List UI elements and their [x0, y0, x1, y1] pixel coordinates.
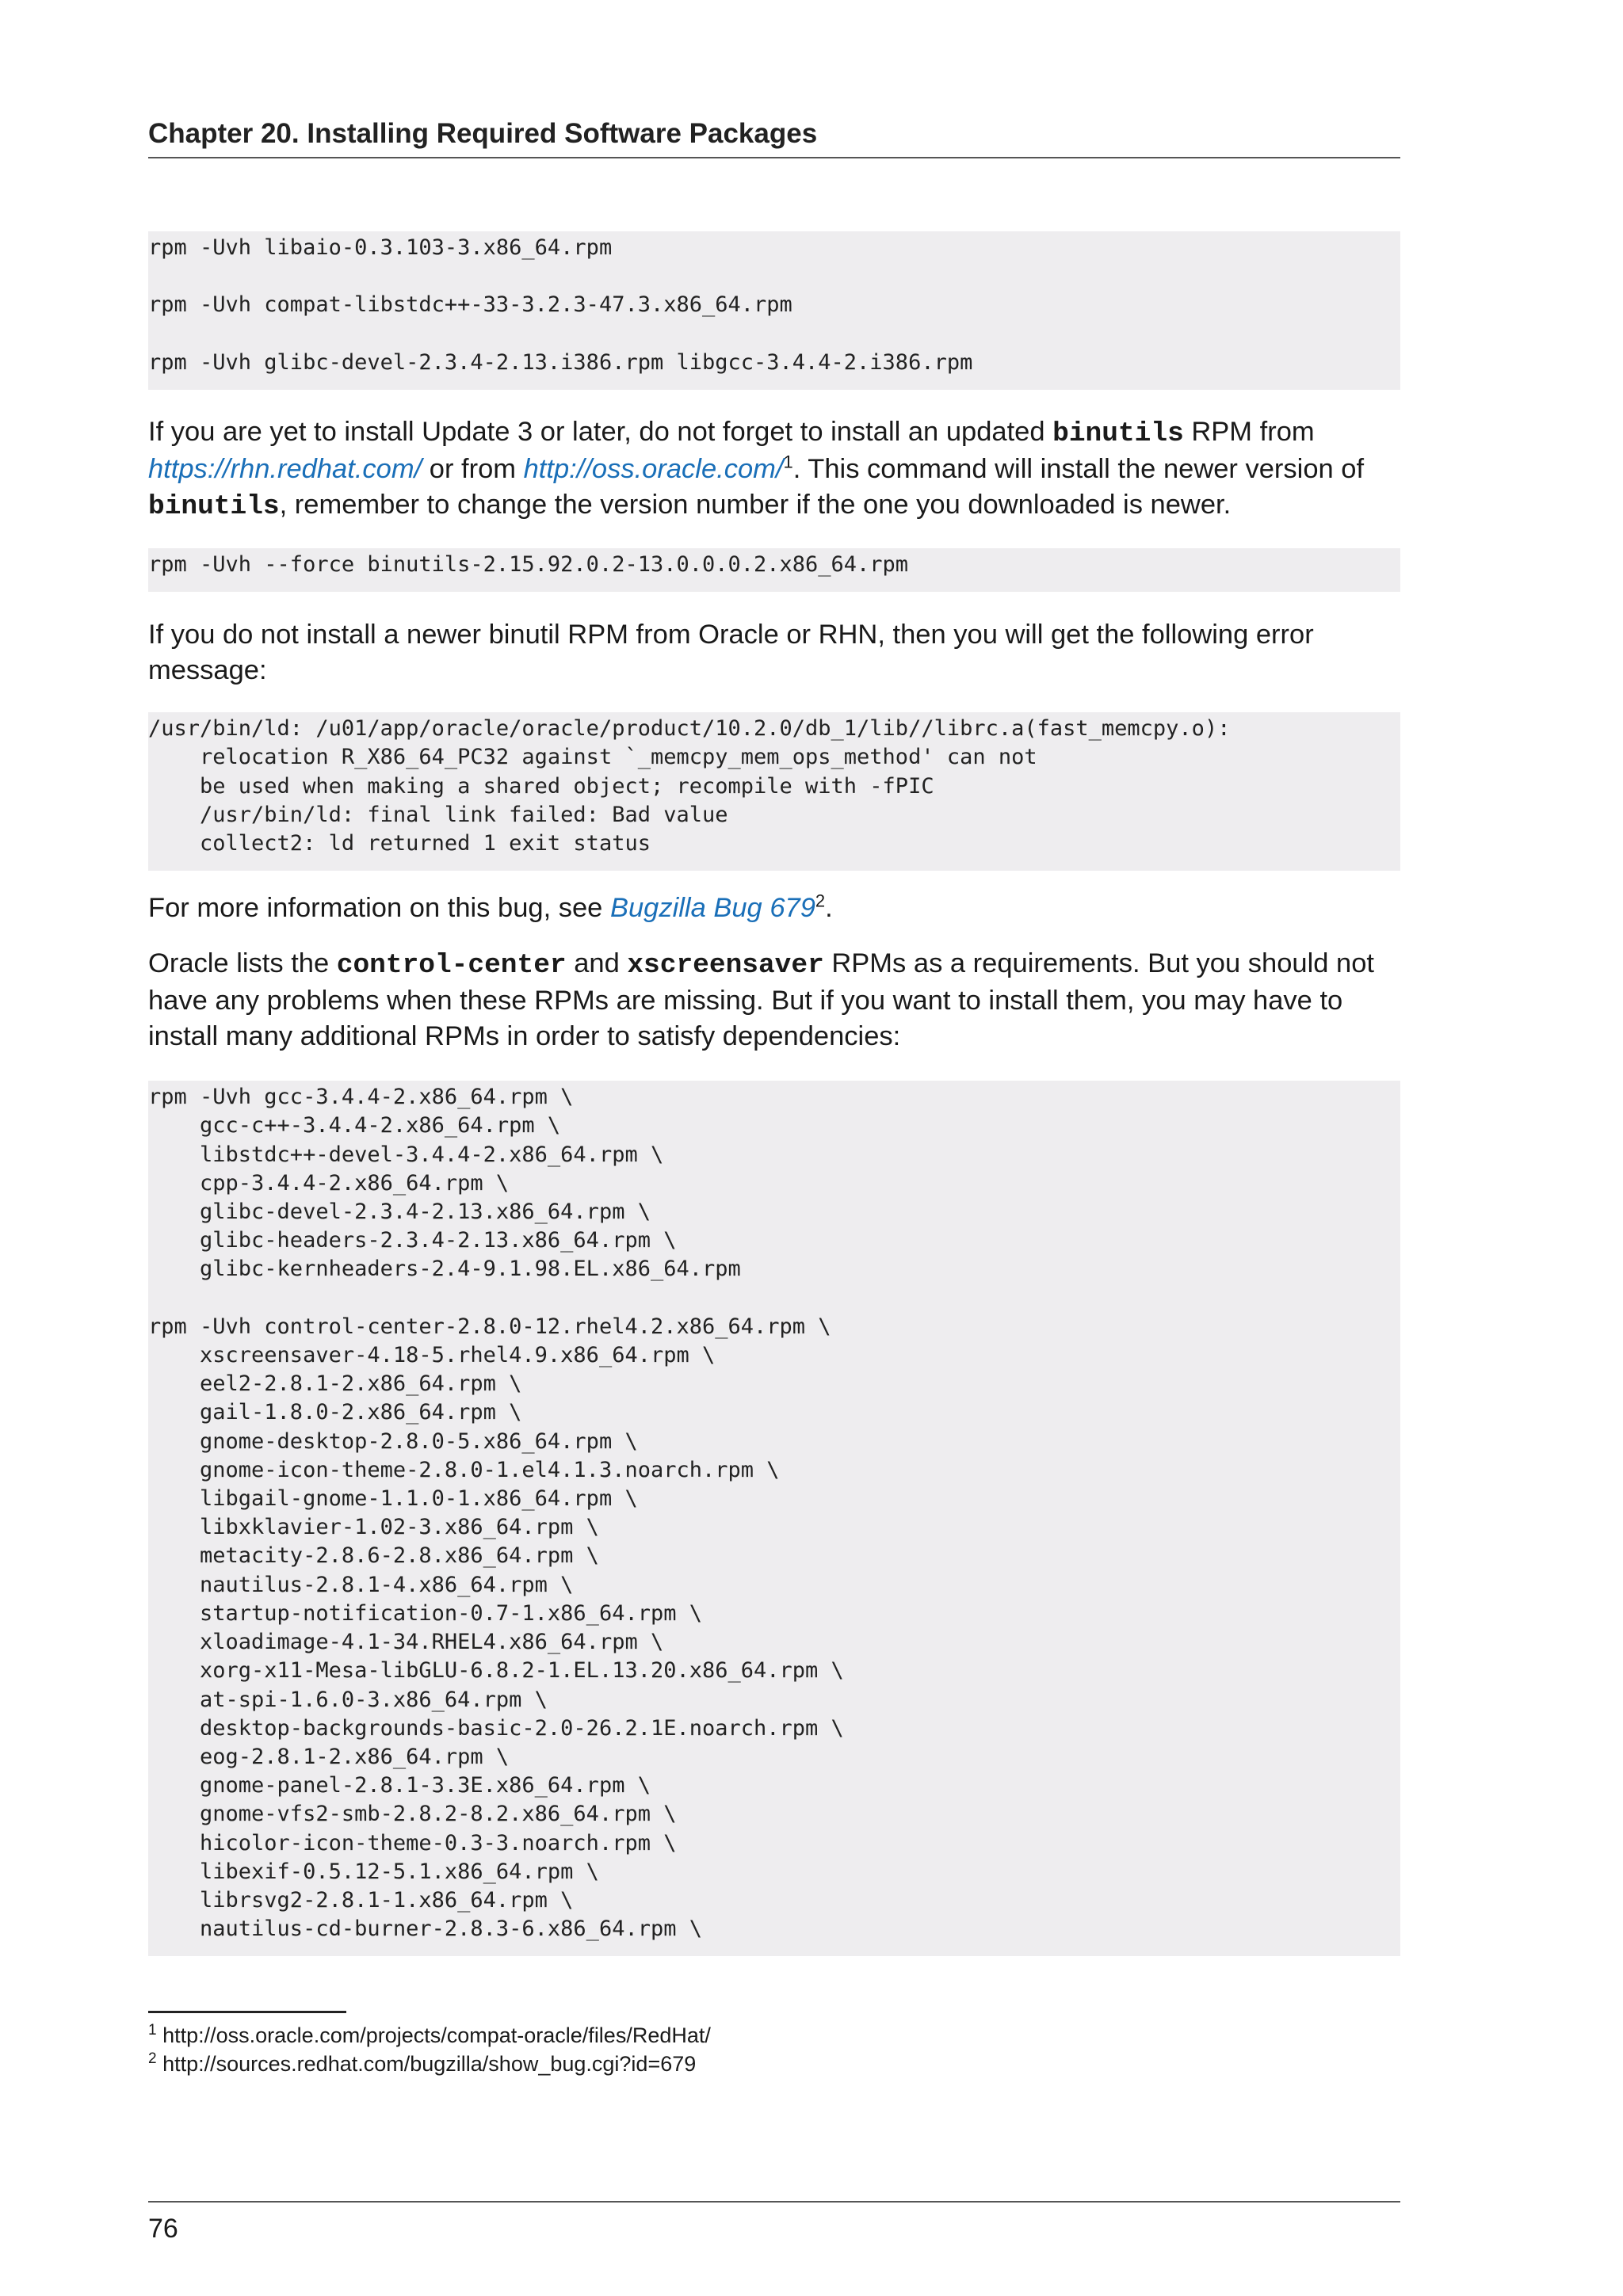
text-segment: If you are yet to install Update 3 or later, do not forget to install an updated: [148, 417, 1053, 448]
footnote-divider: [148, 2011, 346, 2013]
command-control-center: control-center: [336, 950, 567, 982]
text-segment: RPM from: [1183, 417, 1315, 448]
page-footer: [148, 2201, 1400, 2245]
footnote-number: 1: [148, 2022, 157, 2039]
link-oss-oracle[interactable]: http://oss.oracle.com/: [523, 454, 784, 485]
footnotes: [148, 2011, 1400, 2078]
paragraph-error-intro: If you do not install a newer binutil RPM from Oracle or RHN, then you will get the following error message:: [148, 620, 1314, 686]
page-content: [148, 231, 1400, 1956]
page-number: 76: [148, 2214, 178, 2244]
paragraph-binutils: [148, 414, 1400, 524]
text-segment: Oracle lists the: [148, 948, 337, 979]
page-header: [148, 116, 1400, 158]
code-block-dependencies: rpm -Uvh gcc-3.4.4-2.x86_64.rpm \ gcc-c++-3.4.4-2.x86_64.rpm \ libstdc++-devel-3.4.4-2.x86_64.rpm \ cpp-3.4.4-2.x86_64.rpm \ glibc-devel-2.3.4-2.13.x86_64.rpm \ glibc-headers-2.3.4-2.13.x86_64.rpm \ glibc-kernheaders-2.4-9.1.98.EL.x86_64.rpm rpm -Uvh control-center-2.8.0-12.rhel4.2.x86_64.rpm \ xscreensaver-4.18-5.rhel4.9.x86_64.rpm \ eel2-2.8.1-2.x86_64.rpm \ gail-1.8.0-2.x86_64.rpm \ gnome-desktop-2.8.0-5.x86_64.rpm \ gnome-icon-theme-2.8.0-1.el4.1.3.noarch.rpm \ libgail-gnome-1.1.0-1.x86_64.rpm \ libxklavier-1.02-3.x86_64.rpm \ metacity-2.8.6-2.8.x86_64.rpm \ nautilus-2.8.1-4.x86_64.rpm \ startup-notification-0.7-1.x86_64.rpm \ xloadimage-4.1-34.RHEL4.x86_64.rpm \ xorg-x11-Mesa-libGLU-6.8.2-1.EL.13.20.x86_64.rpm \ at-spi-1.6.0-3.x86_64.rpm \ desktop-backgrounds-basic-2.0-26.2.1E.noarch.rpm \ eog-2.8.1-2.x86_64.rpm \ gnome-panel-2.8.1-3.3E.x86_64.rpm \ gnome-vfs2-smb-2.8.2-8.2.x86_64.rpm \ hicolor-icon-theme-0.3-3.noarch.rpm \ libexif-0.5.12-5.1.x86_64.rpm \ librsvg2-2.8.1-1.x86_64.rpm \ nautilus-cd-burner-2.8.3-6.x86_64.rpm \: [148, 1081, 1400, 1956]
text-segment: .: [825, 893, 833, 924]
text-segment: RPMs as a requirements. But you should not have any problems when these RPMs are missing. But if you want to install them, you may have to install many additional RPMs in order to satisfy dependencies:: [148, 948, 1374, 1052]
footnote-1: [148, 2021, 1400, 2050]
paragraph-requirements: [148, 946, 1400, 1055]
footnote-2: [148, 2050, 1400, 2078]
link-bugzilla-bug[interactable]: Bugzilla Bug 679: [609, 893, 815, 924]
footnote-url: http://sources.redhat.com/bugzilla/show_bug.cgi?id=679: [162, 2052, 697, 2076]
link-rhn-redhat[interactable]: https://rhn.redhat.com/: [148, 454, 422, 485]
text-segment: , remember to change the version number if the one you downloaded is newer.: [279, 490, 1232, 521]
command-xscreensaver: xscreensaver: [627, 950, 824, 982]
code-block-libaio: rpm -Uvh libaio-0.3.103-3.x86_64.rpm rpm -Uvh compat-libstdc++-33-3.2.3-47.3.x86_64.rpm rpm -Uvh glibc-devel-2.3.4-2.13.i386.rpm libgcc-3.4.4-2.i386.rpm: [148, 231, 1400, 390]
code-block-error: /usr/bin/ld: /u01/app/oracle/oracle/product/10.2.0/db_1/lib//librc.a(fast_memcpy.o): relocation R_X86_64_PC32 against `_memcpy_mem_ops_method' can not be used when making a shared object; recompile with -fPIC /usr/bin/ld: final link failed: Bad value collect2: ld returned 1 exit status: [148, 712, 1400, 871]
text-segment: or from: [422, 454, 524, 485]
code-block-binutils: rpm -Uvh --force binutils-2.15.92.0.2-13.0.0.0.2.x86_64.rpm: [148, 548, 1400, 592]
text-segment: . This command will install the newer version of: [792, 454, 1365, 485]
text-segment: and: [566, 948, 628, 979]
footnote-ref-2[interactable]: 2: [815, 891, 826, 911]
footnote-url: http://oss.oracle.com/projects/compat-oracle/files/RedHat/: [162, 2023, 711, 2047]
paragraph-bug-info: [148, 891, 1400, 926]
command-binutils: binutils: [1052, 418, 1184, 450]
footnote-number: 2: [148, 2050, 157, 2067]
text-segment: For more information on this bug, see: [148, 893, 610, 924]
footnote-ref-1[interactable]: 1: [783, 452, 793, 472]
command-binutils: binutils: [148, 491, 280, 523]
chapter-title: Chapter 20. Installing Required Software Packages: [148, 118, 818, 149]
